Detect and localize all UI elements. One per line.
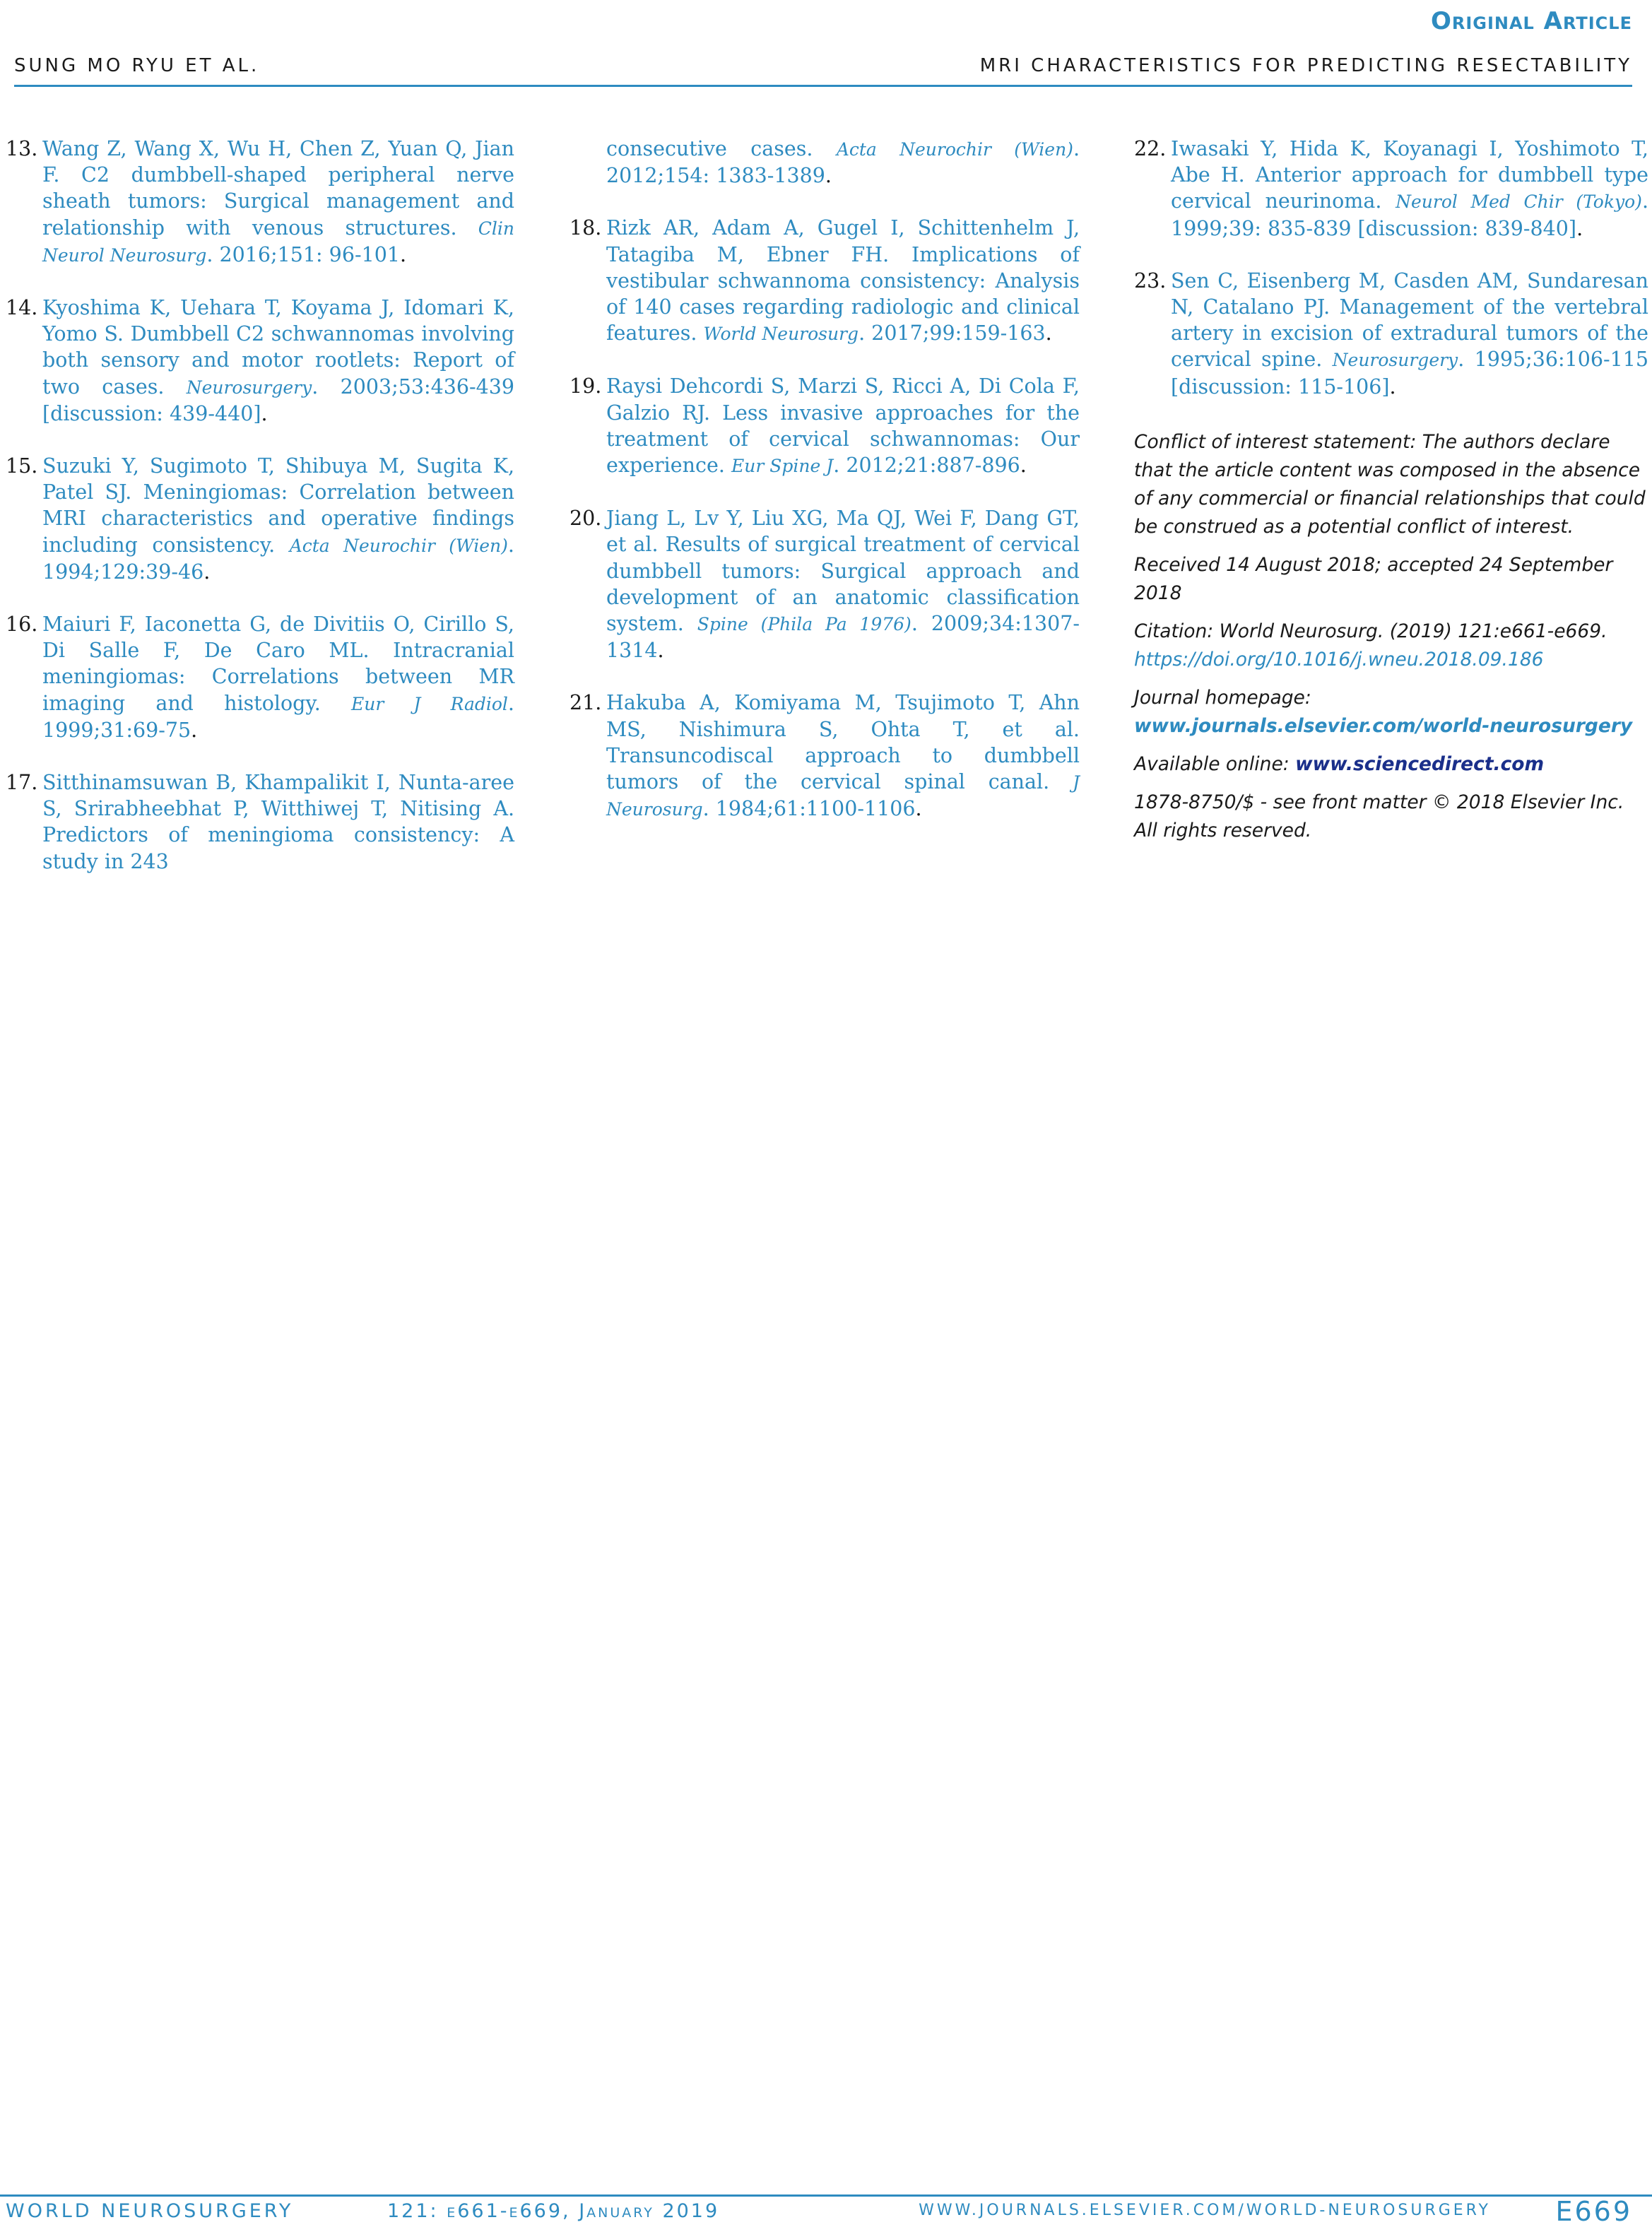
reference-item: 15. Suzuki Y, Sugimoto T, Shibuya M, Sugita K, Patel SJ. Meningiomas: Correlation between MRI characteristics and operative findings including consistency. Acta Neurochir (Wien). 1994;129:39-46. xyxy=(6,454,514,584)
reference-item: 23. Sen C, Eisenberg M, Casden AM, Sundaresan N, Catalano PJ. Management of the vertebral artery in excision of extradural tumors of the cervical spine. Neurosurgery. 1995;36:106-115 [discussion: 115-106]. xyxy=(1134,268,1648,398)
footer-journal-name: WORLD NEUROSURGERY xyxy=(6,2200,294,2222)
reference-item: 18. Rizk AR, Adam A, Gugel I, Schittenhelm J, Tatagiba M, Ebner FH. Implications of vestibular schwannoma consistency: Analysis of 140 cases regarding radiologic and clinical features. World Neurosurg. 2017;99:159-163. xyxy=(570,216,1080,345)
references-column-2 xyxy=(570,136,1080,849)
reference-text[interactable]: Wang Z, Wang X, Wu H, Chen Z, Yuan Q, Jian F. C2 dumbbell-shaped peripheral nerve sheath tumors: Surgical management and relationship with venous structures. Clin Neurol Neurosurg. 2016;151: 96-101 xyxy=(42,137,514,266)
reference-number: 16. xyxy=(6,613,38,637)
section-label: Original Article xyxy=(1430,7,1632,35)
article-notes xyxy=(1134,428,1648,845)
references-column-1 xyxy=(6,136,514,901)
references-column-3 xyxy=(1134,136,1648,855)
running-head-title: MRI CHARACTERISTICS FOR PREDICTING RESECTABILITY xyxy=(979,55,1632,76)
conflict-statement: Conflict of interest statement: The authors declare that the article content was composed in the absence of any commercial or financial relationships that could be construed as a potential conflict of interest. xyxy=(1134,430,1646,538)
received-dates: Received 14 August 2018; accepted 24 September 2018 xyxy=(1134,553,1613,604)
reference-number: 23. xyxy=(1134,268,1167,293)
reference-number: 15. xyxy=(6,454,38,478)
reference-number: 22. xyxy=(1134,137,1167,160)
reference-text[interactable]: Iwasaki Y, Hida K, Koyanagi I, Yoshimoto T, Abe H. Anterior approach for dumbbell type cervical neurinoma. Neurol Med Chir (Tokyo). 1999;39: 835-839 [discussion: 839-840] xyxy=(1171,137,1648,240)
journal-homepage xyxy=(1134,684,1648,740)
doi-link[interactable]: https://doi.org/10.1016/j.wneu.2018.09.186 xyxy=(1134,648,1544,671)
footer-rule xyxy=(0,2194,1652,2197)
reference-number: 20. xyxy=(570,507,602,531)
reference-item: 21. Hakuba A, Komiyama M, Tsujimoto T, Ahn MS, Nishimura S, Ohta T, et al. Transuncodiscal approach to dumbbell tumors of the cervical spinal canal. J Neurosurg. 1984;61:1100-1106. xyxy=(570,691,1080,821)
reference-number: 14. xyxy=(6,296,38,320)
citation-text: Citation: World Neurosurg. (2019) 121:e661-e669. xyxy=(1134,620,1607,642)
reference-text[interactable]: Kyoshima K, Uehara T, Koyama J, Idomari K, Yomo S. Dumbbell C2 schwannomas involving both sensory and motor rootlets: Report of two cases. Neurosurgery. 2003;53:436-439 [discussion: 439-440] xyxy=(42,296,514,425)
footer-issue: 121: e661-e669, January 2019 xyxy=(387,2200,720,2222)
reference-text[interactable]: consecutive cases. Acta Neurochir (Wien). 2012;154: 1383-1389 xyxy=(606,137,1080,188)
available-label: Available online: xyxy=(1134,752,1296,775)
reference-item: 13. Wang Z, Wang X, Wu H, Chen Z, Yuan Q, Jian F. C2 dumbbell-shaped peripheral nerve sheath tumors: Surgical management and relationship with venous structures. Clin Neurol Neurosurg. 2016;151: 96-101. xyxy=(6,137,514,266)
reference-number: 19. xyxy=(570,374,602,398)
sciencedirect-link[interactable]: www.sciencedirect.com xyxy=(1295,752,1545,775)
reference-item xyxy=(6,769,514,875)
available-online xyxy=(1134,750,1648,779)
reference-text[interactable]: Jiang L, Lv Y, Liu XG, Ma QJ, Wei F, Dang GT, et al. Results of surgical treatment of cervical dumbbell tumors: Surgical approach and development of an anatomic classification system. Spine (Phila Pa 1976). 2009;34:1307-1314 xyxy=(606,507,1080,663)
reference-item: 19. Raysi Dehcordi S, Marzi S, Ricci A, Di Cola F, Galzio RJ. Less invasive approaches for the treatment of cervical schwannomas: Our experience. Eur Spine J. 2012;21:887-896. xyxy=(570,374,1080,478)
header-rule xyxy=(14,85,1632,87)
reference-text[interactable]: Maiuri F, Iaconetta G, de Divitiis O, Cirillo S, Di Salle F, De Caro ML. Intracranial meningiomas: Correlations between MR imaging and histology. Eur J Radiol. 1999;31:69-75 xyxy=(42,613,514,742)
reference-number: 21. xyxy=(570,691,602,715)
homepage-label: Journal homepage: xyxy=(1134,686,1311,709)
homepage-link[interactable]: www.journals.elsevier.com/world-neurosurgery xyxy=(1134,714,1633,737)
reference-text[interactable]: Hakuba A, Komiyama M, Tsujimoto T, Ahn MS, Nishimura S, Ohta T, et al. Transuncodiscal approach to dumbbell tumors of the cervical spinal canal. J Neurosurg. 1984;61:1100-1106 xyxy=(606,691,1080,821)
reference-item: 20. Jiang L, Lv Y, Liu XG, Ma QJ, Wei F, Dang GT, et al. Results of surgical treatment of cervical dumbbell tumors: Surgical approach and development of an anatomic classification system. Spine (Phila Pa 1976). 2009;34:1307-1314. xyxy=(570,507,1080,663)
reference-text[interactable]: Sen C, Eisenberg M, Casden AM, Sundaresan N, Catalano PJ. Management of the vertebral artery in excision of extradural tumors of the cervical spine. Neurosurgery. 1995;36:106-115 [discussion: 115-106] xyxy=(1171,268,1648,398)
reference-number: 18. xyxy=(570,216,602,240)
reference-text[interactable]: Sitthinamsuwan B, Khampalikit I, Nunta-aree S, Srirabheebhat P, Witthiwej T, Nitising A. Predictors of meningioma consistency: A study in 243 xyxy=(42,771,514,873)
reference-continuation: consecutive cases. Acta Neurochir (Wien). 2012;154: 1383-1389. xyxy=(606,137,1080,188)
page-footer xyxy=(6,2196,1632,2227)
reference-text[interactable]: Suzuki Y, Sugimoto T, Shibuya M, Sugita K, Patel SJ. Meningiomas: Correlation between MRI characteristics and operative findings including consistency. Acta Neurochir (Wien). 1994;129:39-46 xyxy=(42,454,514,584)
reference-item: 14. Kyoshima K, Uehara T, Koyama J, Idomari K, Yomo S. Dumbbell C2 schwannomas involving both sensory and motor rootlets: Report of two cases. Neurosurgery. 2003;53:436-439 [discussion: 439-440]. xyxy=(6,296,514,425)
reference-item: 16. Maiuri F, Iaconetta G, de Divitiis O, Cirillo S, Di Salle F, De Caro ML. Intracranial meningiomas: Correlations between MR imaging and histology. Eur J Radiol. 1999;31:69-75. xyxy=(6,613,514,742)
running-head-authors: SUNG MO RYU ET AL. xyxy=(14,55,260,76)
reference-item: 22. Iwasaki Y, Hida K, Koyanagi I, Yoshimoto T, Abe H. Anterior approach for dumbbell type cervical neurinoma. Neurol Med Chir (Tokyo). 1999;39: 835-839 [discussion: 839-840]. xyxy=(1134,137,1648,240)
footer-url[interactable]: WWW.JOURNALS.ELSEVIER.COM/WORLD-NEUROSURGERY xyxy=(919,2202,1491,2219)
reference-text[interactable]: Raysi Dehcordi S, Marzi S, Ricci A, Di Cola F, Galzio RJ. Less invasive approaches for the treatment of cervical schwannomas: Our experience. Eur Spine J. 2012;21:887-896 xyxy=(606,374,1080,478)
page-number: E669 xyxy=(1555,2196,1632,2227)
citation-block xyxy=(1134,618,1648,674)
reference-number: 13. xyxy=(6,137,38,160)
reference-number: 17. xyxy=(6,771,38,795)
running-head xyxy=(14,55,1632,83)
reference-text[interactable]: Rizk AR, Adam A, Gugel I, Schittenhelm J, Tatagiba M, Ebner FH. Implications of vestibular schwannoma consistency: Analysis of 140 cases regarding radiologic and clinical features. World Neurosurg. 2017;99:159-163 xyxy=(606,216,1080,345)
copyright-notice: 1878-8750/$ - see front matter © 2018 Elsevier Inc. All rights reserved. xyxy=(1134,791,1624,841)
